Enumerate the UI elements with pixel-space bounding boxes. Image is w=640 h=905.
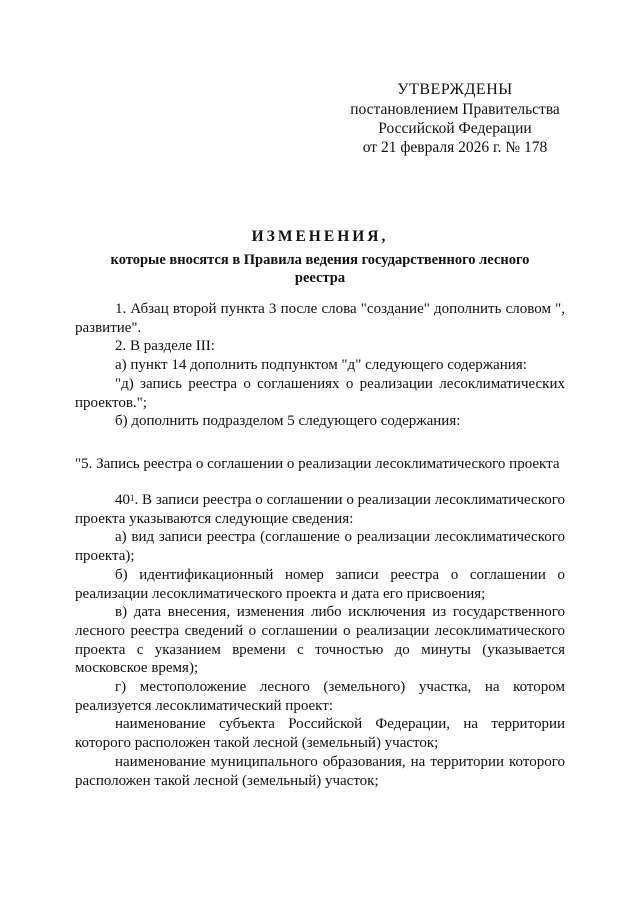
item-number: 40	[115, 492, 130, 508]
approval-block	[340, 80, 570, 157]
subitem-a: а) вид записи реестра (соглашение о реализации лесоклиматического проекта);	[75, 529, 565, 565]
amendments-block-2	[75, 491, 565, 790]
paragraph-1: 1. Абзац второй пункта 3 после слова "создание" дополнить словом ", развитие".	[75, 301, 565, 336]
subitem-g-2: наименование муниципального образования, на территории которого расположен такой лесной (земельный) участок;	[75, 753, 565, 789]
paragraph-3: а) пункт 14 дополнить подпунктом "д" следующего содержания:	[115, 357, 527, 374]
subitem-g-1: наименование субъекта Российской Федерации, на территории которого расположен такой лесной (земельный) участок;	[75, 716, 565, 752]
paragraph-4: "д) запись реестра о соглашениях о реализации лесоклиматических проектов.";	[75, 375, 565, 411]
document-subtitle: которые вносятся в Правила ведения государственного лесного реестра	[110, 252, 530, 286]
approval-line-3: от 21 февраля 2026 г. № 178	[362, 139, 548, 156]
item-40-1	[75, 491, 565, 528]
subitem-g: г) местоположение лесного (земельного) участка, на котором реализуется лесоклиматический проект:	[75, 679, 565, 714]
amendments-block-1	[75, 300, 565, 431]
approval-stamp: УТВЕРЖДЕНЫ	[397, 81, 513, 98]
approval-line-1: постановлением Правительства	[350, 101, 560, 118]
section-heading: "5. Запись реестра о соглашении о реализации лесоклиматического проекта	[75, 456, 560, 472]
subitem-b: б) идентификационный номер записи реестра о соглашении о реализации лесоклиматического проекта и дата его присвоения;	[75, 566, 565, 602]
subitem-v: в) дата внесения, изменения либо исключения из государственного лесного реестра сведений о соглашении о реализации лесоклиматического проекта с указанием времени с точностью до минуты (указывается московское время);	[75, 604, 565, 677]
item-superscript: 1	[130, 493, 135, 503]
approval-line-2: Российской Федерации	[378, 120, 532, 137]
paragraph-2: 2. В разделе III:	[115, 338, 215, 355]
section-heading-block	[75, 455, 565, 474]
paragraph-5: б) дополнить подразделом 5 следующего содержания:	[115, 413, 461, 430]
item-text: . В записи реестра о соглашении о реализации лесоклиматического проекта указываются следующие сведения:	[75, 492, 565, 527]
document-title: ИЗМЕНЕНИЯ,	[251, 228, 389, 245]
